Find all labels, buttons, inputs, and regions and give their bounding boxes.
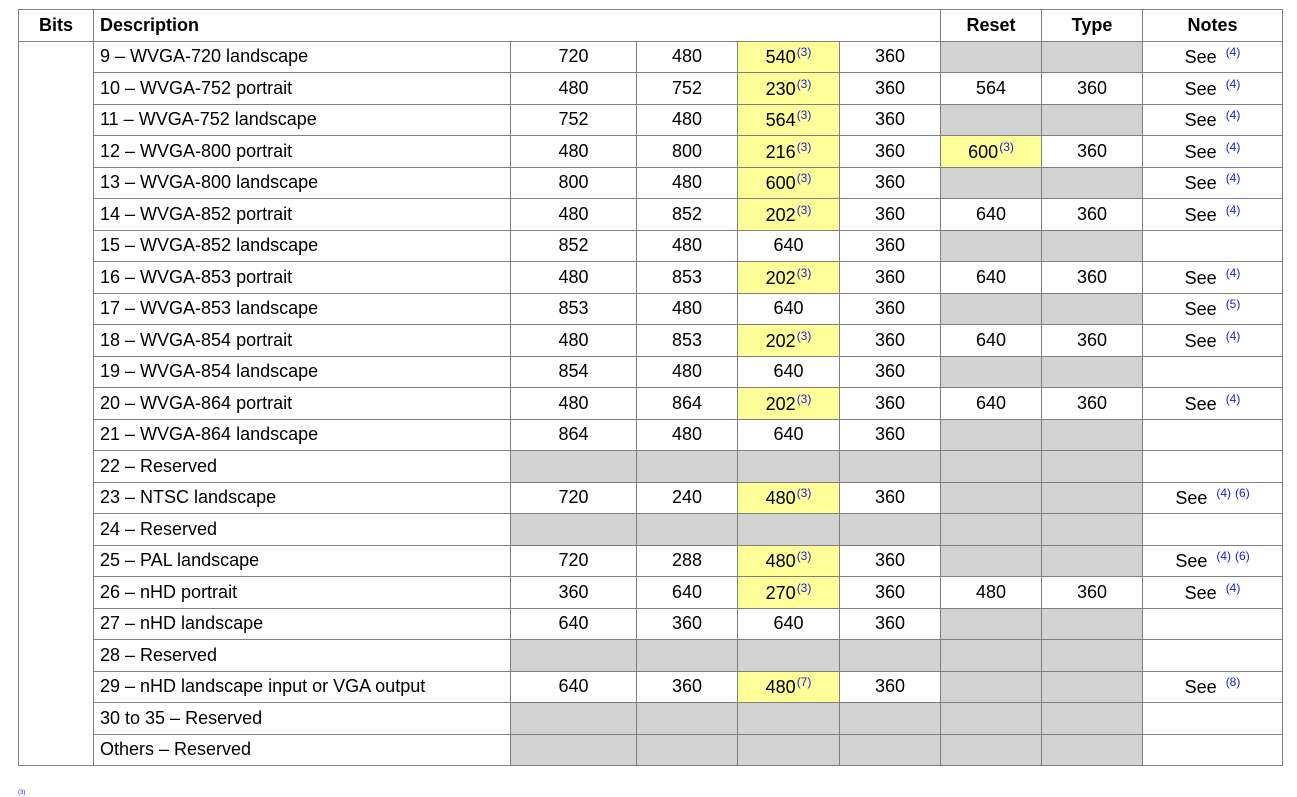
footnote-ref[interactable]: (4): [1216, 486, 1232, 501]
footnote-ref[interactable]: (8): [1225, 675, 1241, 690]
value-cell: 480: [637, 104, 738, 136]
notes-cell: [1143, 356, 1283, 388]
value-cell: 480: [637, 293, 738, 325]
value-cell: 720: [511, 545, 637, 577]
type-cell: [1042, 230, 1143, 262]
description-cell: 19 – WVGA-854 landscape: [94, 356, 511, 388]
footnote-ref[interactable]: (3): [796, 265, 812, 280]
value-cell: 853: [637, 325, 738, 357]
reset-cell: [941, 262, 1042, 294]
value-cell: 480: [511, 388, 637, 420]
description-cell: 30 to 35 – Reserved: [94, 703, 511, 735]
value-cell: 360: [840, 482, 941, 514]
description-cell: 10 – WVGA-752 portrait: [94, 73, 511, 105]
type-cell: [1042, 608, 1143, 640]
cell-value: 480: [765, 488, 796, 509]
value-cell: [738, 199, 840, 231]
description-cell: 16 – WVGA-853 portrait: [94, 262, 511, 294]
reserved-cell: [941, 640, 1042, 672]
value-cell: 480: [637, 230, 738, 262]
cell-value: 480: [975, 581, 1007, 602]
header-reset: Reset: [941, 10, 1042, 42]
cell-value: 600: [968, 141, 999, 162]
cell-value: 360: [1076, 266, 1108, 287]
reserved-cell: [738, 514, 840, 546]
cell-value: 202: [765, 393, 796, 414]
notes-text: See: [1184, 204, 1222, 225]
notes-cell: [1143, 451, 1283, 483]
table-row: [19, 262, 1283, 294]
footnote-ref[interactable]: (3): [796, 486, 812, 501]
type-cell: [1042, 356, 1143, 388]
footnote-ref[interactable]: (4): [1225, 391, 1241, 406]
description-cell: 28 – Reserved: [94, 640, 511, 672]
value-cell: [738, 230, 840, 262]
value-cell: 360: [840, 545, 941, 577]
notes-cell: [1143, 136, 1283, 168]
reserved-cell: [1042, 703, 1143, 735]
notes-cell: [1143, 514, 1283, 546]
reset-cell: [941, 293, 1042, 325]
table-row: [19, 514, 1283, 546]
cell-value: 360: [1076, 392, 1108, 413]
footnote-ref[interactable]: (6): [1235, 549, 1250, 564]
value-cell: 360: [840, 293, 941, 325]
notes-cell: [1143, 577, 1283, 609]
cell-value: 640: [773, 361, 804, 382]
notes-cell: [1143, 41, 1283, 73]
reserved-cell: [511, 451, 637, 483]
footnote-ref[interactable]: (7): [796, 675, 812, 690]
type-cell: [1042, 199, 1143, 231]
value-cell: 360: [840, 356, 941, 388]
footnote-ref[interactable]: (3): [796, 549, 812, 564]
footnote-ref[interactable]: (3): [796, 580, 812, 595]
value-cell: 752: [637, 73, 738, 105]
footnote-ref[interactable]: (3): [796, 139, 812, 154]
notes-cell: [1143, 545, 1283, 577]
reset-cell: [941, 608, 1042, 640]
value-cell: 360: [840, 167, 941, 199]
table-row: [19, 136, 1283, 168]
value-cell: 853: [511, 293, 637, 325]
value-cell: [738, 325, 840, 357]
value-cell: 853: [637, 262, 738, 294]
value-cell: [738, 671, 840, 703]
description-cell: 11 – WVGA-752 landscape: [94, 104, 511, 136]
table-row: [19, 419, 1283, 451]
value-cell: 360: [840, 671, 941, 703]
value-cell: 360: [637, 671, 738, 703]
cell-value: 202: [765, 330, 796, 351]
value-cell: 852: [511, 230, 637, 262]
cell-value: 480: [765, 677, 796, 698]
value-cell: 360: [840, 41, 941, 73]
reserved-cell: [1042, 734, 1143, 766]
description-cell: 17 – WVGA-853 landscape: [94, 293, 511, 325]
type-cell: [1042, 167, 1143, 199]
type-cell: [1042, 104, 1143, 136]
cell-value: 360: [1076, 77, 1108, 98]
reserved-cell: [511, 703, 637, 735]
header-description: Description: [94, 10, 941, 42]
description-cell: 12 – WVGA-800 portrait: [94, 136, 511, 168]
notes-cell: [1143, 482, 1283, 514]
notes-text: See: [1184, 582, 1222, 603]
reserved-cell: [1042, 451, 1143, 483]
value-cell: [738, 577, 840, 609]
cell-value: 640: [773, 298, 804, 319]
value-cell: [738, 482, 840, 514]
value-cell: [738, 73, 840, 105]
footnote-ref[interactable]: (3): [999, 139, 1014, 154]
notes-text: See: [1184, 267, 1222, 288]
description-cell: 25 – PAL landscape: [94, 545, 511, 577]
table-row: [19, 608, 1283, 640]
value-cell: 640: [511, 671, 637, 703]
value-cell: 480: [511, 325, 637, 357]
type-cell: [1042, 419, 1143, 451]
reset-cell: [941, 325, 1042, 357]
type-cell: [1042, 388, 1143, 420]
type-cell: [1042, 671, 1143, 703]
reserved-cell: [738, 734, 840, 766]
value-cell: 480: [637, 356, 738, 388]
value-cell: 360: [840, 388, 941, 420]
notes-cell: [1143, 104, 1283, 136]
reserved-cell: [738, 640, 840, 672]
table-row: [19, 41, 1283, 73]
notes-cell: [1143, 73, 1283, 105]
reserved-cell: [637, 514, 738, 546]
value-cell: 720: [511, 41, 637, 73]
value-cell: 480: [637, 419, 738, 451]
reserved-cell: [637, 703, 738, 735]
cell-value: 360: [1076, 203, 1108, 224]
description-cell: 20 – WVGA-864 portrait: [94, 388, 511, 420]
footnote-ref[interactable]: (4): [1225, 202, 1241, 217]
description-cell: 13 – WVGA-800 landscape: [94, 167, 511, 199]
footnote-ref[interactable]: (4): [1225, 139, 1241, 154]
description-cell: 9 – WVGA-720 landscape: [94, 41, 511, 73]
value-cell: 752: [511, 104, 637, 136]
table-row: [19, 230, 1283, 262]
reset-cell: [941, 136, 1042, 168]
description-cell: 29 – nHD landscape input or VGA output: [94, 671, 511, 703]
value-cell: 480: [511, 73, 637, 105]
value-cell: [738, 608, 840, 640]
type-cell: [1042, 41, 1143, 73]
reserved-cell: [840, 451, 941, 483]
value-cell: 720: [511, 482, 637, 514]
reserved-cell: [1042, 514, 1143, 546]
cell-value: 270: [765, 582, 796, 603]
cell-value: 202: [765, 267, 796, 288]
type-cell: [1042, 482, 1143, 514]
description-cell: 21 – WVGA-864 landscape: [94, 419, 511, 451]
value-cell: 864: [511, 419, 637, 451]
reset-cell: [941, 73, 1042, 105]
notes-text: See: [1184, 78, 1222, 99]
notes-cell: [1143, 325, 1283, 357]
reset-cell: [941, 104, 1042, 136]
cell-value: 202: [765, 204, 796, 225]
type-cell: [1042, 325, 1143, 357]
type-cell: [1042, 293, 1143, 325]
description-cell: 15 – WVGA-852 landscape: [94, 230, 511, 262]
table-row: [19, 388, 1283, 420]
table-row: [19, 482, 1283, 514]
reserved-cell: [1042, 640, 1143, 672]
table-row: [19, 325, 1283, 357]
reserved-cell: [840, 703, 941, 735]
reset-cell: [941, 41, 1042, 73]
footnote-ref[interactable]: (3): [796, 171, 812, 186]
cell-value: 360: [1076, 581, 1108, 602]
footnote-ref[interactable]: (4): [1225, 265, 1241, 280]
value-cell: 240: [637, 482, 738, 514]
notes-text: See: [1184, 141, 1222, 162]
value-cell: 800: [637, 136, 738, 168]
value-cell: [738, 262, 840, 294]
type-cell: [1042, 545, 1143, 577]
reserved-cell: [941, 514, 1042, 546]
notes-cell: [1143, 388, 1283, 420]
footnote-ref[interactable]: (4): [1225, 171, 1241, 186]
notes-cell: [1143, 734, 1283, 766]
description-cell: Others – Reserved: [94, 734, 511, 766]
header-type: Type: [1042, 10, 1143, 42]
cell-value: 360: [1076, 140, 1108, 161]
cell-value: 216: [765, 141, 796, 162]
footnote-ref[interactable]: (4): [1225, 328, 1241, 343]
notes-text: See: [1184, 173, 1222, 194]
value-cell: 800: [511, 167, 637, 199]
footnote-mark: (3): [18, 790, 26, 796]
reset-cell: [941, 199, 1042, 231]
reset-cell: [941, 356, 1042, 388]
value-cell: 288: [637, 545, 738, 577]
reset-cell: [941, 671, 1042, 703]
footnote-ref[interactable]: (3): [796, 45, 812, 60]
bits-cell: [19, 41, 94, 766]
description-cell: 27 – nHD landscape: [94, 608, 511, 640]
reset-cell: [941, 482, 1042, 514]
value-cell: [738, 293, 840, 325]
reset-cell: [941, 388, 1042, 420]
cell-value: 360: [1076, 329, 1108, 350]
type-cell: [1042, 262, 1143, 294]
reserved-cell: [941, 734, 1042, 766]
value-cell: [738, 167, 840, 199]
notes-text: See: [1184, 110, 1222, 131]
table-row: [19, 545, 1283, 577]
value-cell: 360: [840, 419, 941, 451]
value-cell: 360: [840, 325, 941, 357]
value-cell: 852: [637, 199, 738, 231]
value-cell: 360: [840, 136, 941, 168]
notes-text: See: [1184, 47, 1222, 68]
cell-value: 600: [765, 173, 796, 194]
notes-text: See: [1184, 330, 1222, 351]
value-cell: [738, 545, 840, 577]
footnote-ref[interactable]: (3): [796, 202, 812, 217]
value-cell: 360: [637, 608, 738, 640]
cell-value: 640: [975, 392, 1007, 413]
cell-value: 480: [765, 551, 796, 572]
cell-value: 564: [765, 110, 796, 131]
footnote-ref[interactable]: (4): [1225, 76, 1241, 91]
notes-cell: [1143, 167, 1283, 199]
header-row: [19, 10, 1283, 42]
table-row: [19, 734, 1283, 766]
footnote-ref[interactable]: (4): [1225, 45, 1241, 60]
notes-cell: [1143, 199, 1283, 231]
header-notes: Notes: [1143, 10, 1283, 42]
value-cell: 360: [840, 577, 941, 609]
reserved-cell: [840, 640, 941, 672]
table-row: [19, 356, 1283, 388]
reserved-cell: [840, 514, 941, 546]
table-row: [19, 104, 1283, 136]
type-cell: [1042, 136, 1143, 168]
cell-value: 540: [765, 47, 796, 68]
reserved-cell: [840, 734, 941, 766]
value-cell: [738, 104, 840, 136]
description-cell: 18 – WVGA-854 portrait: [94, 325, 511, 357]
notes-cell: [1143, 293, 1283, 325]
value-cell: 360: [840, 199, 941, 231]
footnote-ref[interactable]: (3): [796, 76, 812, 91]
reset-cell: [941, 419, 1042, 451]
footnote-ref[interactable]: (4): [1216, 549, 1232, 564]
table-row: [19, 451, 1283, 483]
notes-cell: [1143, 230, 1283, 262]
cell-value: 640: [975, 329, 1007, 350]
table-row: [19, 577, 1283, 609]
cell-value: 640: [975, 266, 1007, 287]
value-cell: [738, 356, 840, 388]
table-row: [19, 640, 1283, 672]
notes-cell: [1143, 262, 1283, 294]
notes-cell: [1143, 640, 1283, 672]
table-row: [19, 73, 1283, 105]
value-cell: 360: [840, 230, 941, 262]
table-row: [19, 293, 1283, 325]
reserved-cell: [511, 640, 637, 672]
footnote-ref[interactable]: (3): [796, 108, 812, 123]
reserved-cell: [941, 451, 1042, 483]
description-cell: 24 – Reserved: [94, 514, 511, 546]
value-cell: 480: [511, 262, 637, 294]
notes-cell: [1143, 419, 1283, 451]
description-cell: 14 – WVGA-852 portrait: [94, 199, 511, 231]
footnote-ref[interactable]: (5): [1225, 297, 1241, 312]
cell-value: 640: [773, 424, 804, 445]
value-cell: 360: [840, 262, 941, 294]
description-cell: 26 – nHD portrait: [94, 577, 511, 609]
reserved-cell: [637, 451, 738, 483]
footnote-ref[interactable]: (3): [796, 391, 812, 406]
value-cell: 360: [840, 608, 941, 640]
value-cell: 480: [511, 199, 637, 231]
table-row: [19, 199, 1283, 231]
header-bits: Bits: [19, 10, 94, 42]
notes-cell: [1143, 703, 1283, 735]
cell-value: 640: [975, 203, 1007, 224]
value-cell: 640: [511, 608, 637, 640]
type-cell: [1042, 577, 1143, 609]
table-row: [19, 167, 1283, 199]
footnote-ref[interactable]: (4): [1225, 108, 1241, 123]
reserved-cell: [511, 514, 637, 546]
value-cell: 480: [637, 167, 738, 199]
notes-text: See: [1184, 677, 1222, 698]
value-cell: 854: [511, 356, 637, 388]
notes-text: See: [1175, 551, 1213, 572]
value-cell: 360: [840, 73, 941, 105]
value-cell: 480: [637, 41, 738, 73]
reserved-cell: [637, 640, 738, 672]
reserved-cell: [738, 451, 840, 483]
register-table: [18, 9, 1283, 766]
value-cell: 360: [840, 104, 941, 136]
description-cell: 23 – NTSC landscape: [94, 482, 511, 514]
footnote-ref[interactable]: (3): [796, 328, 812, 343]
value-cell: [738, 419, 840, 451]
reset-cell: [941, 167, 1042, 199]
cell-value: 230: [765, 78, 796, 99]
cell-value: 640: [773, 235, 804, 256]
value-cell: [738, 41, 840, 73]
value-cell: [738, 388, 840, 420]
footnote-ref[interactable]: (6): [1235, 486, 1250, 501]
description-cell: 22 – Reserved: [94, 451, 511, 483]
value-cell: [738, 136, 840, 168]
notes-cell: [1143, 608, 1283, 640]
reserved-cell: [738, 703, 840, 735]
cell-value: 640: [773, 613, 804, 634]
notes-cell: [1143, 671, 1283, 703]
value-cell: 480: [511, 136, 637, 168]
value-cell: 640: [637, 577, 738, 609]
reset-cell: [941, 545, 1042, 577]
value-cell: 360: [511, 577, 637, 609]
table-row: [19, 671, 1283, 703]
reset-cell: [941, 230, 1042, 262]
reset-cell: [941, 577, 1042, 609]
reserved-cell: [941, 703, 1042, 735]
notes-text: See: [1184, 299, 1222, 320]
value-cell: 864: [637, 388, 738, 420]
type-cell: [1042, 73, 1143, 105]
cell-value: 564: [975, 77, 1007, 98]
reserved-cell: [511, 734, 637, 766]
notes-text: See: [1175, 488, 1213, 509]
footnote-ref[interactable]: (4): [1225, 580, 1241, 595]
notes-text: See: [1184, 393, 1222, 414]
reserved-cell: [637, 734, 738, 766]
table-row: [19, 703, 1283, 735]
